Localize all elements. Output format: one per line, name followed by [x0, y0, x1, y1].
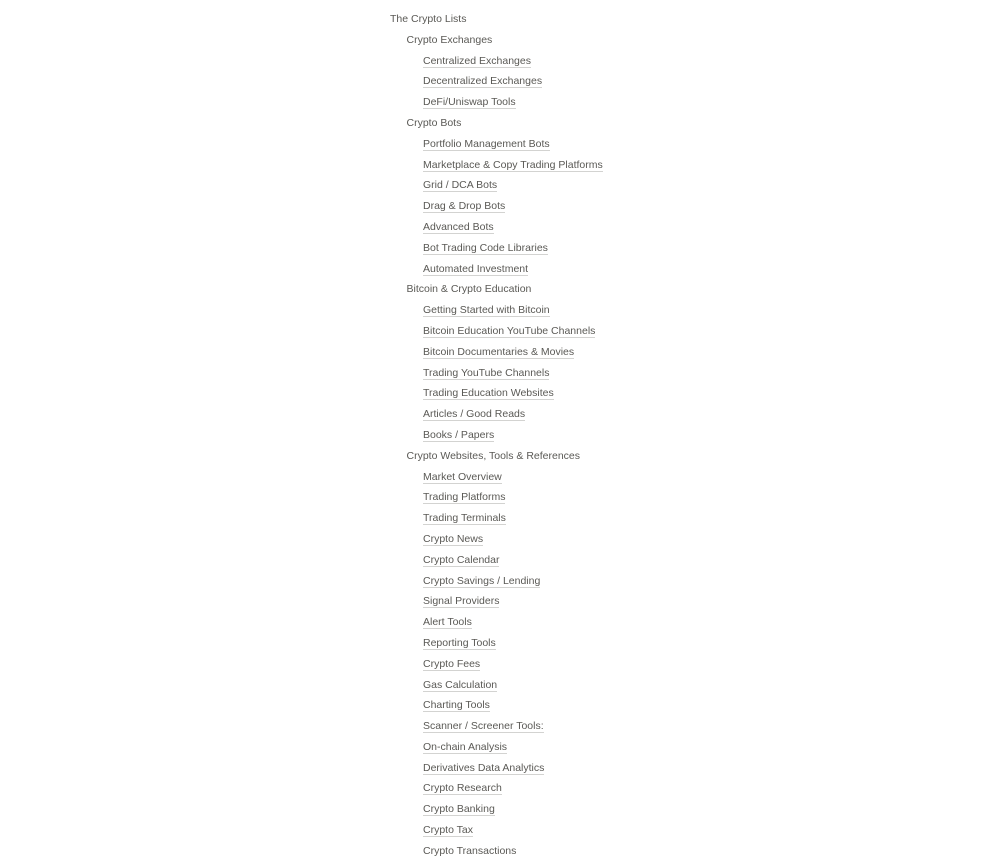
toc-section-bitcoin-crypto-education — [390, 270, 810, 296]
table-of-contents — [390, 0, 810, 856]
toc-item — [390, 146, 810, 171]
toc-item-link[interactable]: Advanced Bots — [423, 220, 494, 233]
toc-item-link[interactable]: Bot Trading Code Libraries — [423, 241, 548, 254]
toc-item — [390, 666, 810, 691]
toc-item-link[interactable]: Decentralized Exchanges — [423, 75, 543, 88]
toc-root-link[interactable]: The Crypto Lists — [390, 13, 467, 25]
toc-item-link[interactable]: Crypto Banking — [423, 803, 495, 816]
toc-item — [390, 187, 810, 213]
toc-item-link[interactable]: Trading Platforms — [423, 491, 506, 504]
toc-item — [390, 541, 810, 566]
toc-item-link[interactable]: Books / Papers — [423, 428, 495, 441]
toc-item-link[interactable]: Articles / Good Reads — [423, 408, 526, 421]
toc-item-link[interactable]: Trading Terminals — [423, 512, 506, 525]
toc-item — [390, 645, 810, 670]
toc-item-link[interactable]: Reporting Tools — [423, 636, 496, 649]
toc-item-link[interactable]: Automated Investment — [423, 262, 529, 275]
toc-item — [390, 333, 810, 358]
toc-item-link[interactable]: Crypto Transactions — [423, 844, 517, 856]
toc-item — [390, 811, 810, 837]
toc-item-link[interactable]: Market Overview — [423, 470, 502, 483]
toc-item-link[interactable]: On-chain Analysis — [423, 740, 508, 753]
toc-item-link[interactable]: Centralized Exchanges — [423, 54, 531, 67]
toc-item — [390, 707, 810, 733]
toc-item — [390, 458, 810, 483]
toc-item-link[interactable]: Drag & Drop Bots — [423, 200, 506, 213]
toc-item — [390, 208, 810, 233]
toc-item — [390, 478, 810, 504]
toc-item-link[interactable]: Crypto Savings / Lending — [423, 574, 541, 587]
toc-item — [390, 749, 810, 774]
toc-item — [390, 395, 810, 421]
toc-section-crypto-bots — [390, 104, 810, 129]
toc-section-crypto-websites-tools-references — [390, 437, 810, 462]
toc-item-link[interactable]: DeFi/Uniswap Tools — [423, 96, 516, 109]
toc-section-link[interactable]: Crypto Exchanges — [406, 33, 493, 46]
toc-section-link[interactable]: Crypto Websites, Tools & References — [406, 449, 581, 462]
toc-item-link[interactable]: Derivatives Data Analytics — [423, 761, 545, 774]
toc-section-link[interactable]: Bitcoin & Crypto Education — [406, 283, 532, 296]
toc-item-link[interactable]: Portfolio Management Bots — [423, 137, 550, 150]
toc-item-link[interactable]: Signal Providers — [423, 595, 500, 608]
toc-item — [390, 62, 810, 88]
toc-item-link[interactable]: Crypto Tax — [423, 824, 473, 837]
toc-item — [390, 416, 810, 441]
toc-item — [390, 582, 810, 608]
toc-item — [390, 562, 810, 587]
toc-item — [390, 769, 810, 795]
toc-item — [390, 312, 810, 337]
toc-item — [390, 166, 810, 192]
toc-item-link[interactable]: Crypto Calendar — [423, 553, 500, 566]
toc-item-link[interactable]: Crypto Fees — [423, 657, 481, 670]
toc-item-link[interactable]: Scanner / Screener Tools: — [423, 720, 544, 733]
toc-item — [390, 520, 810, 545]
toc-item-link[interactable]: Getting Started with Bitcoin — [423, 304, 550, 317]
toc-root — [390, 0, 810, 25]
toc-item-link[interactable]: Trading YouTube Channels — [423, 366, 550, 379]
toc-item-link[interactable]: Marketplace & Copy Trading Platforms — [423, 158, 603, 171]
toc-item — [390, 686, 810, 712]
toc-section-link[interactable]: Crypto Bots — [406, 116, 462, 129]
toc-item — [390, 42, 810, 67]
toc-item — [390, 790, 810, 816]
toc-item-link[interactable]: Bitcoin Documentaries & Movies — [423, 345, 575, 358]
toc-item — [390, 624, 810, 649]
toc-item-link[interactable]: Crypto Research — [423, 782, 502, 795]
toc-item — [390, 728, 810, 753]
toc-item-link[interactable]: Trading Education Websites — [423, 387, 554, 400]
toc-item — [390, 374, 810, 400]
toc-item-link[interactable]: Alert Tools — [423, 616, 472, 629]
toc-item-link[interactable]: Crypto News — [423, 532, 484, 545]
toc-item — [390, 832, 810, 856]
toc-item — [390, 499, 810, 525]
toc-item-link[interactable]: Charting Tools — [423, 699, 490, 712]
toc-item-link[interactable]: Gas Calculation — [423, 678, 498, 691]
toc-item-link[interactable]: Grid / DCA Bots — [423, 179, 498, 192]
toc-item — [390, 83, 810, 109]
toc-item — [390, 229, 810, 254]
toc-item — [390, 250, 810, 275]
toc-item — [390, 354, 810, 379]
toc-item — [390, 603, 810, 629]
toc-item-link[interactable]: Bitcoin Education YouTube Channels — [423, 324, 596, 337]
toc-item — [390, 291, 810, 317]
toc-item — [390, 125, 810, 150]
toc-section-crypto-exchanges — [390, 21, 810, 46]
